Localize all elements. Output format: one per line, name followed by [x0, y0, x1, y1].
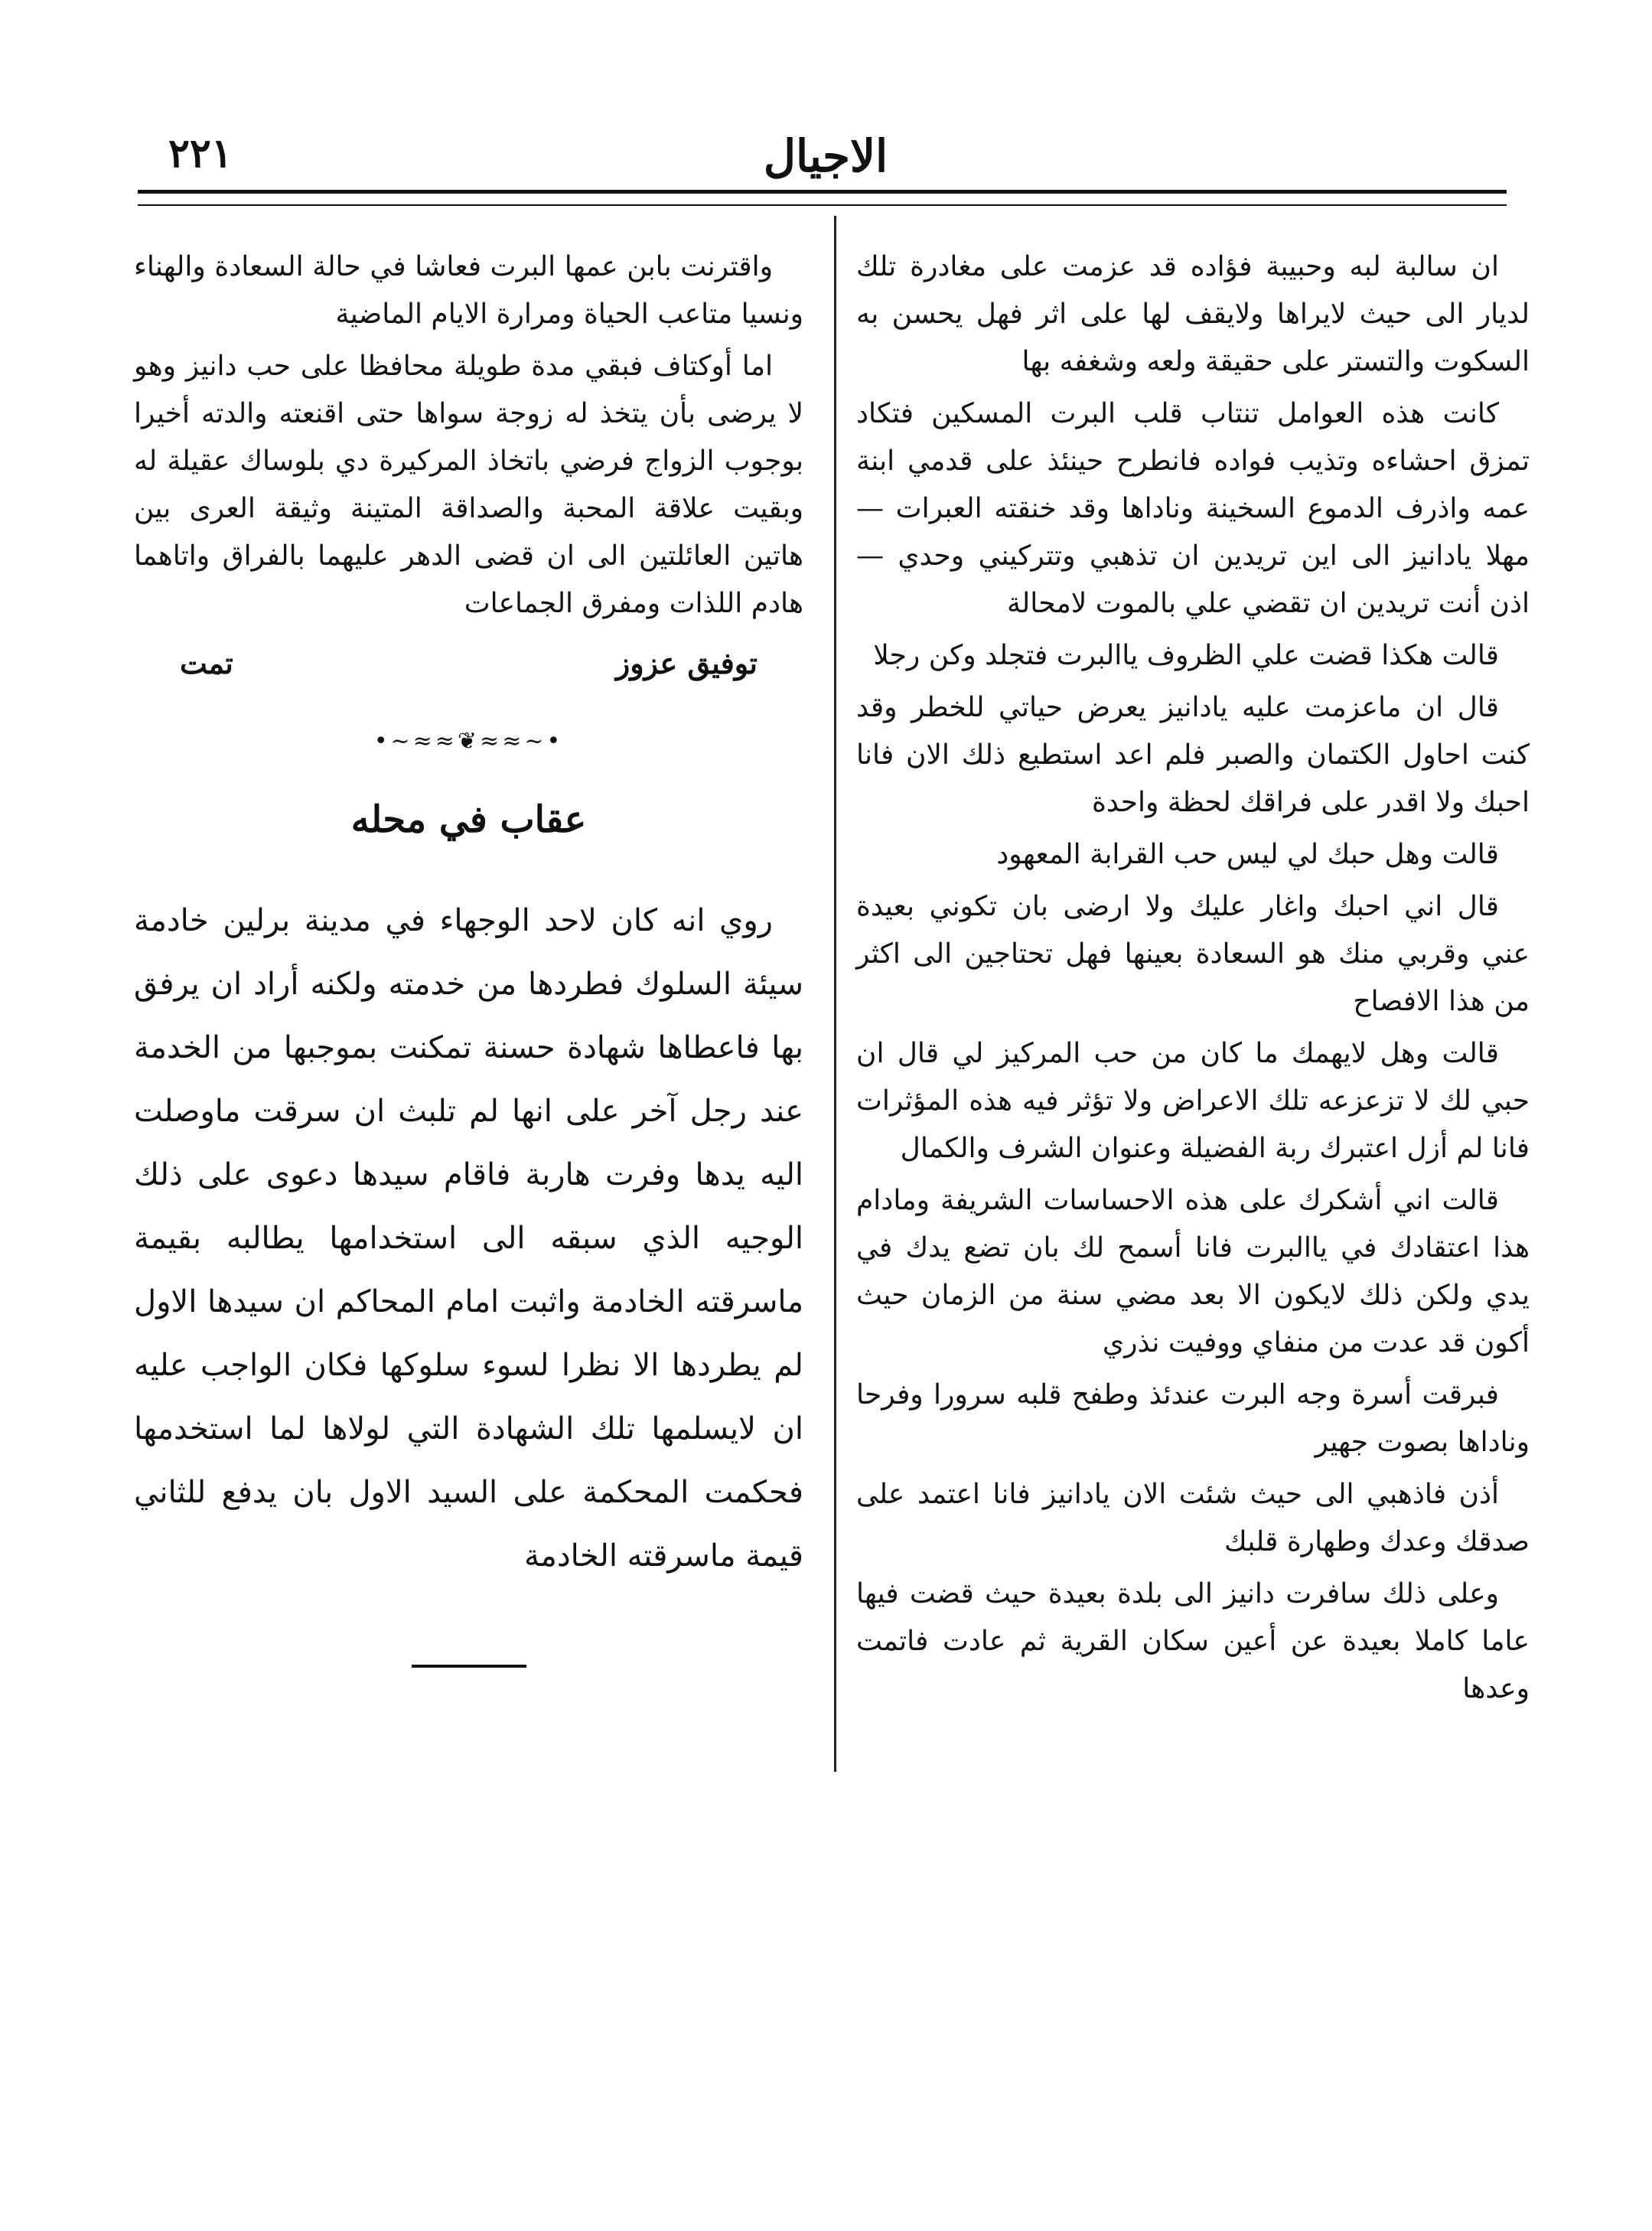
- signature-row: [134, 632, 803, 687]
- paragraph: اما أوكتاف فبقي مدة طويلة محافظا على حب دانيز وهو لا يرضى بأن يتخذ له زوجة سواها حتى اقنعته والدته أخيرا بوجوب الزواج فرضي باتخاذ المركيرة دي بلوساك عقيلة له وبقيت علاقة المحبة والصداقة المتينة وثيقة العرى بين هاتين العائلتين الى ان قضى الدهر عليهما بالفراق واتاهما هادم اللذات ومفرق الجماعات: [134, 351, 803, 619]
- paragraph: فبرقت أسرة وجه البرت عندئذ وطفح قلبه سرورا وفرحا وناداها بصوت جهير: [856, 1379, 1530, 1458]
- header-rule: [138, 190, 1507, 206]
- paragraph: قالت وهل لايهمك ما كان من حب المركيز لي قال ان حبي لك لا تزعزعه تلك الاعراض ولا تؤثر فيه هذه المؤثرات فانا لم أزل اعتبرك ربة الفضيلة وعنوان الشرف والكمال: [856, 1038, 1530, 1164]
- page-number: ۲۲۱: [168, 130, 233, 177]
- paragraph: قالت هكذا قضت علي الظروف ياالبرت فتجلد وكن رجلا: [873, 640, 1499, 671]
- paragraph: أذن فاذهبي الى حيث شئت الان يادانيز فانا اعتمد على صدقك وعدك وطهارة قلبك: [856, 1479, 1530, 1557]
- paragraph: كانت هذه العوامل تنتاب قلب البرت المسكين فتكاد تمزق احشاءه وتذيب فواده فانطرح حينئذ على قدمي ابنة عمه واذرف الدموع السخينة وناداها وقد خنقته العبرات — مهلا يادانيز الى اين تريدين ان تذهبي وتتركيني وحدي — اذن أنت تريدين ان تقضي علي بالموت لامحالة: [856, 398, 1530, 619]
- story-paragraph: روي انه كان لاحد الوجهاء في مدينة برلين خادمة سيئة السلوك فطردها من خدمته ولكنه أراد ان يرفق بها فاعطاها شهادة حسنة تمكنت بموجبها من الخدمة عند رجل آخر على انها لم تلبث ان سرقت ماوصلت اليه يدها وفرت هاربة فاقام سيدها دعوى على ذلك الوجيه الذي سبقه الى استخدامها يطالبه بقيمة ماسرقته الخادمة واثبت امام المحاكم ان سيدها الاول لم يطردها الا نظرا لسوء سلوكها فكان الواجب عليه ان لايسلمها تلك الشهادة التي لولاها لما استخدمها فحكمت المحكمة على السيد الاول بان يدفع للثاني قيمة ماسرقته الخادمة: [134, 903, 803, 1574]
- author-name: توفيق عزوز: [615, 646, 758, 680]
- paragraph: واقترنت بابن عمها البرت فعاشا في حالة السعادة والهناء ونسيا متاعب الحياة ومرارة الايام الماضية: [134, 251, 803, 330]
- paragraph: ان سالبة لبه وحبيبة فؤاده قد عزمت على مغادرة تلك لديار الى حيث لايراها ولايقف لها على اثر فهل يحسن به السكوت والتستر على حقيقة ولعه وشغفه بها: [856, 251, 1530, 377]
- right-column: [856, 243, 1530, 1717]
- paragraph: قالت وهل حبك لي ليس حب القرابة المعهود: [996, 839, 1499, 870]
- ornament-divider: •~≈≈❦≈≈~•: [373, 728, 564, 755]
- paragraph: قال اني احبك واغار عليك ولا ارضى بان تكوني بعيدة عني وقربي منك هو السعادة بعينها فهل تحتاجين الى اكثر من هذا الافصاح: [856, 891, 1530, 1017]
- end-rule: [412, 1665, 526, 1668]
- section-title: عقاب في محله: [350, 798, 587, 841]
- journal-title: الاجيال: [763, 130, 888, 182]
- end-marker: تمت: [180, 646, 233, 680]
- paragraph: وعلى ذلك سافرت دانيز الى بلدة بعيدة حيث قضت فيها عاما كاملا بعيدة عن أعين سكان القرية ثم عادت فاتمت وعدها: [856, 1578, 1530, 1704]
- left-column: [134, 243, 803, 1668]
- paragraph: قال ان ماعزمت عليه يادانيز يعرض حياتي للخطر وقد كنت احاول الكتمان والصبر فلم اعد استطيع ذلك الان فانا احبك ولا اقدر على فراقك لحظة واحدة: [856, 692, 1530, 818]
- column-divider: [834, 216, 836, 1772]
- paragraph: قالت اني أشكرك على هذه الاحساسات الشريفة ومادام هذا اعتقادك في ياالبرت فانا أسمح لك بان تضع يدك في يدي ولكن ذلك لايكون الا بعد مضي سنة من الزمان حيث أكون قد عدت من منفاي ووفيت نذري: [856, 1185, 1530, 1358]
- page-header: [153, 115, 1499, 184]
